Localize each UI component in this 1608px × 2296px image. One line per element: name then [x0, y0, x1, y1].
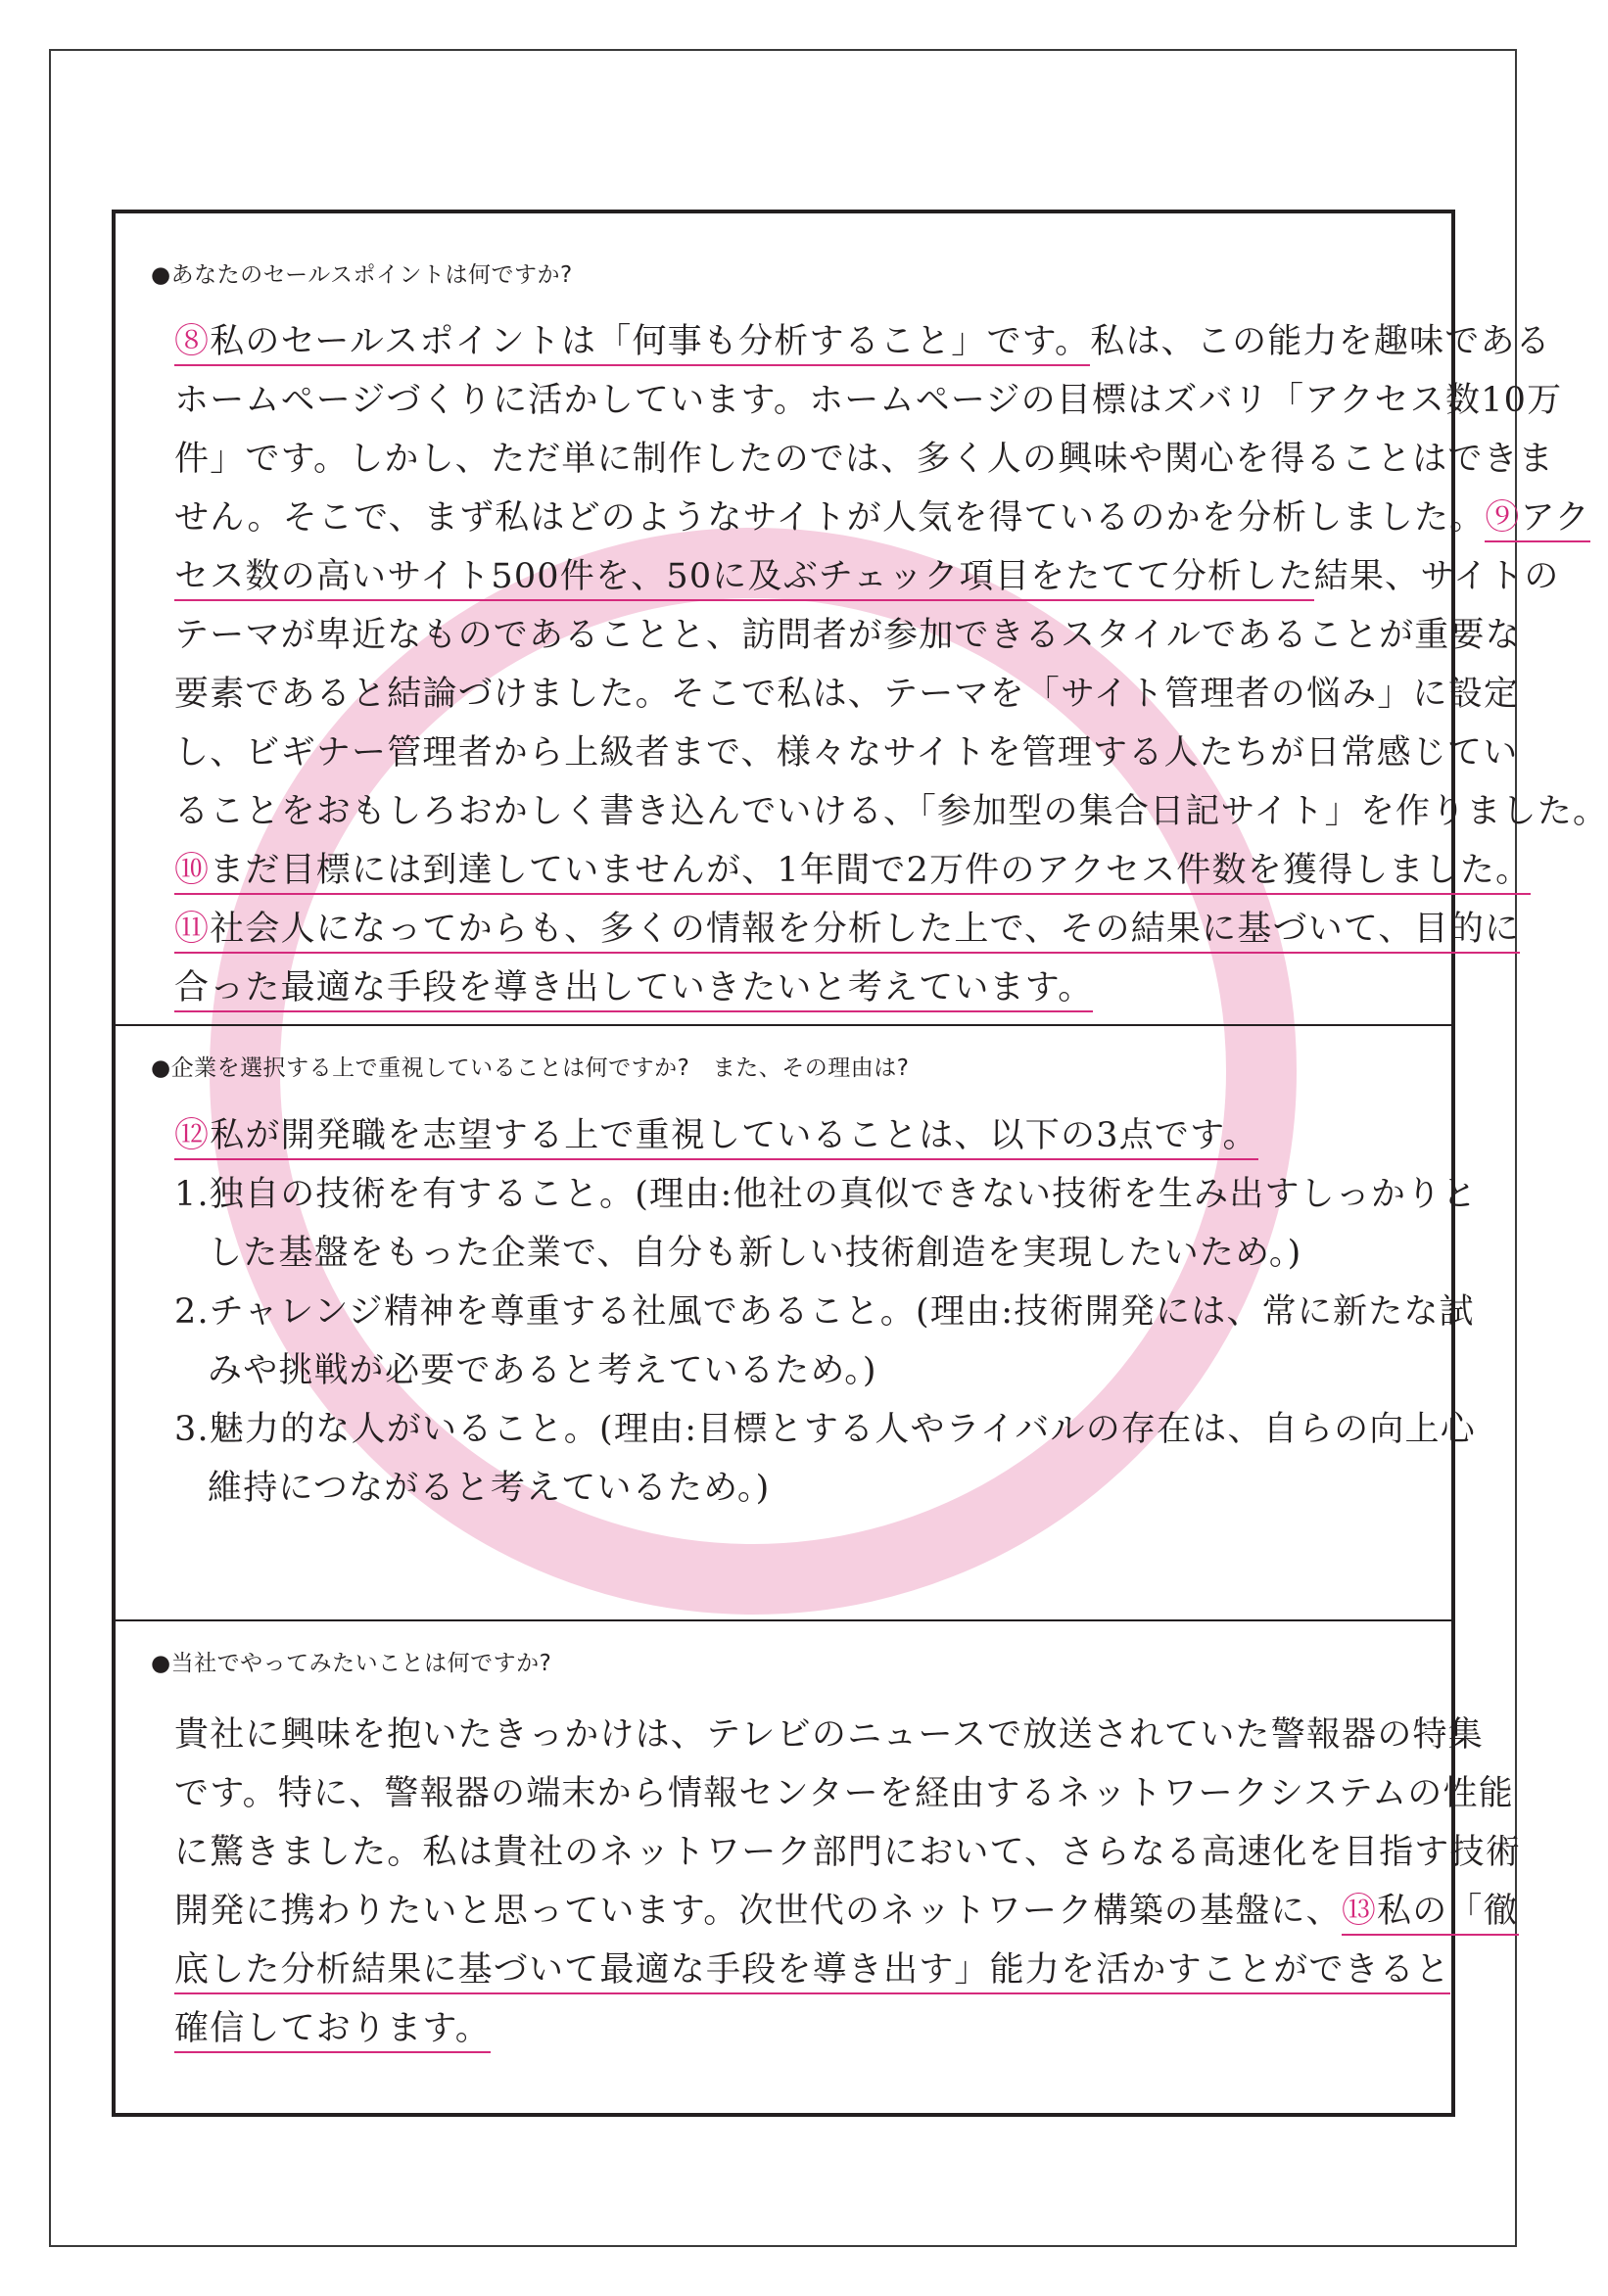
underlined-text: 合った最適な手段を導き出していきたいと考えています。 [174, 968, 1093, 1012]
answer-text: ることをおもしろおかしく書き込んでいける、「参加型の集合日記サイト」を作りました。 [174, 792, 1608, 831]
annotation-number: ⑧ [174, 322, 210, 366]
answer-line [174, 1283, 1475, 1341]
answer-line [174, 841, 1532, 900]
answer-text: 3.魅力的な人がいること。(理由:目標とする人やライバルの存在は、自らの向上心 [174, 1410, 1476, 1449]
underlined-text: まだ目標には到達していませんが、1年間で2万件のアクセス件数を獲得しました。 [210, 851, 1531, 895]
underlined-text: アク [1521, 498, 1590, 542]
underlined-text: 底した分析結果に基づいて最適な手段を導き出す」能力を活かすことができると [174, 1950, 1450, 1994]
answer-line [174, 1999, 1400, 2058]
question-sales-point: ●あなたのセールスポイントは何ですか? [151, 262, 573, 288]
section-what-to-do [116, 1619, 1521, 2113]
answer-text: ホームページづくりに活かしています。ホームページの目標はズバリ「アクセス数10万 [174, 381, 1563, 420]
section-company-criteria [116, 1024, 1478, 1619]
answer-line [174, 724, 1519, 782]
answer-text: に驚きました。私は貴社のネットワーク部門において、さらなる高速化を目指す技術 [174, 1833, 1521, 1872]
answer-line [174, 312, 1551, 371]
answer-company-criteria [174, 1106, 1478, 1518]
answer-line [174, 1706, 1484, 1764]
underlined-text: セス数の高いサイト500件を、50に及ぶチェック項目をたてて分析した [174, 557, 1314, 601]
answer-line [174, 959, 1400, 1017]
answer-text: し、ビギナー管理者から上級者まで、様々なサイトを管理する人たちが日常感じてい [174, 733, 1519, 773]
answer-line [174, 1823, 1521, 1882]
answer-line [174, 1224, 1400, 1283]
answer-what-to-do [174, 1706, 1521, 2058]
answer-line [174, 1882, 1519, 1941]
underlined-text: 社会人になってからも、多くの情報を分析した上で、その結果に基づいて、目的に [210, 910, 1520, 954]
answer-line [174, 430, 1555, 489]
answer-text: です。特に、警報器の端末から情報センターを経由するネットワークシステムの性能 [174, 1774, 1514, 1813]
question-what-to-do: ●当社でやってみたいことは何ですか? [151, 1651, 552, 1676]
underlined-text: 私の「徹 [1377, 1892, 1519, 1936]
underlined-text: 私が開発職を志望する上で重視していることは、以下の3点です。 [210, 1116, 1257, 1160]
answer-line [174, 606, 1521, 665]
answer-text: 要素であると結論づけました。そこで私は、テーマを「サイト管理者の悩み」に設定 [174, 675, 1520, 714]
annotation-number: ⑫ [174, 1116, 210, 1160]
answer-sales-point [174, 312, 1608, 1017]
answer-text: 貴社に興味を抱いたきっかけは、テレビのニュースで放送されていた警報器の特集 [174, 1715, 1484, 1755]
annotation-number: ⑪ [174, 910, 210, 954]
answer-line [174, 1941, 1451, 1999]
answer-line [174, 371, 1563, 430]
annotation-number: ⑩ [174, 851, 210, 895]
answer-line [174, 1400, 1476, 1459]
answer-line [174, 1106, 1400, 1165]
answer-line [174, 1341, 1400, 1400]
annotation-number: ⑨ [1485, 498, 1520, 542]
answer-text: 私は、この能力を趣味である [1090, 322, 1551, 361]
underlined-text: 私のセールスポイントは「何事も分析すること」です。 [210, 322, 1090, 366]
underlined-text: 確信しております。 [174, 2009, 491, 2053]
section-sales-point [116, 213, 1608, 1024]
answer-line [174, 547, 1560, 606]
answer-text: せん。そこで、まず私はどのようなサイトが人気を得ているのかを分析しました。 [174, 498, 1486, 538]
annotation-number: ⑬ [1342, 1892, 1377, 1936]
answer-line [174, 1459, 1400, 1518]
answer-text: 維持につながると考えているため。) [208, 1469, 771, 1508]
answer-text: した基盤をもった企業で、自分も新しい技術創造を実現したいため。) [208, 1234, 1302, 1273]
answer-text: 2.チャレンジ精神を尊重する社風であること。(理由:技術開発には、常に新たな試 [174, 1292, 1475, 1332]
answer-text: 件」です。しかし、ただ単に制作したのでは、多く人の興味や関心を得ることはできま [174, 440, 1555, 479]
answer-line [174, 665, 1520, 724]
answer-line [174, 1165, 1478, 1224]
answer-text: 1.独自の技術を有すること。(理由:他社の真似できない技術を生み出すしっかりと [174, 1175, 1478, 1214]
question-company-criteria: ●企業を選択する上で重視していることは何ですか? また、その理由は? [151, 1055, 910, 1081]
answer-line [174, 782, 1608, 841]
answer-line [174, 1764, 1514, 1823]
answer-text: みや挑戦が必要であると考えているため。) [208, 1351, 877, 1390]
answer-line [174, 900, 1521, 959]
answer-line [174, 489, 1590, 547]
answer-text: 結果、サイトの [1313, 557, 1560, 596]
answer-text: テーマが卑近なものであることと、訪問者が参加できるスタイルであることが重要な [174, 616, 1521, 655]
answer-text: 開発に携わりたいと思っています。次世代のネットワーク構築の基盤に、 [174, 1892, 1342, 1931]
entry-sheet-form [112, 210, 1608, 2117]
